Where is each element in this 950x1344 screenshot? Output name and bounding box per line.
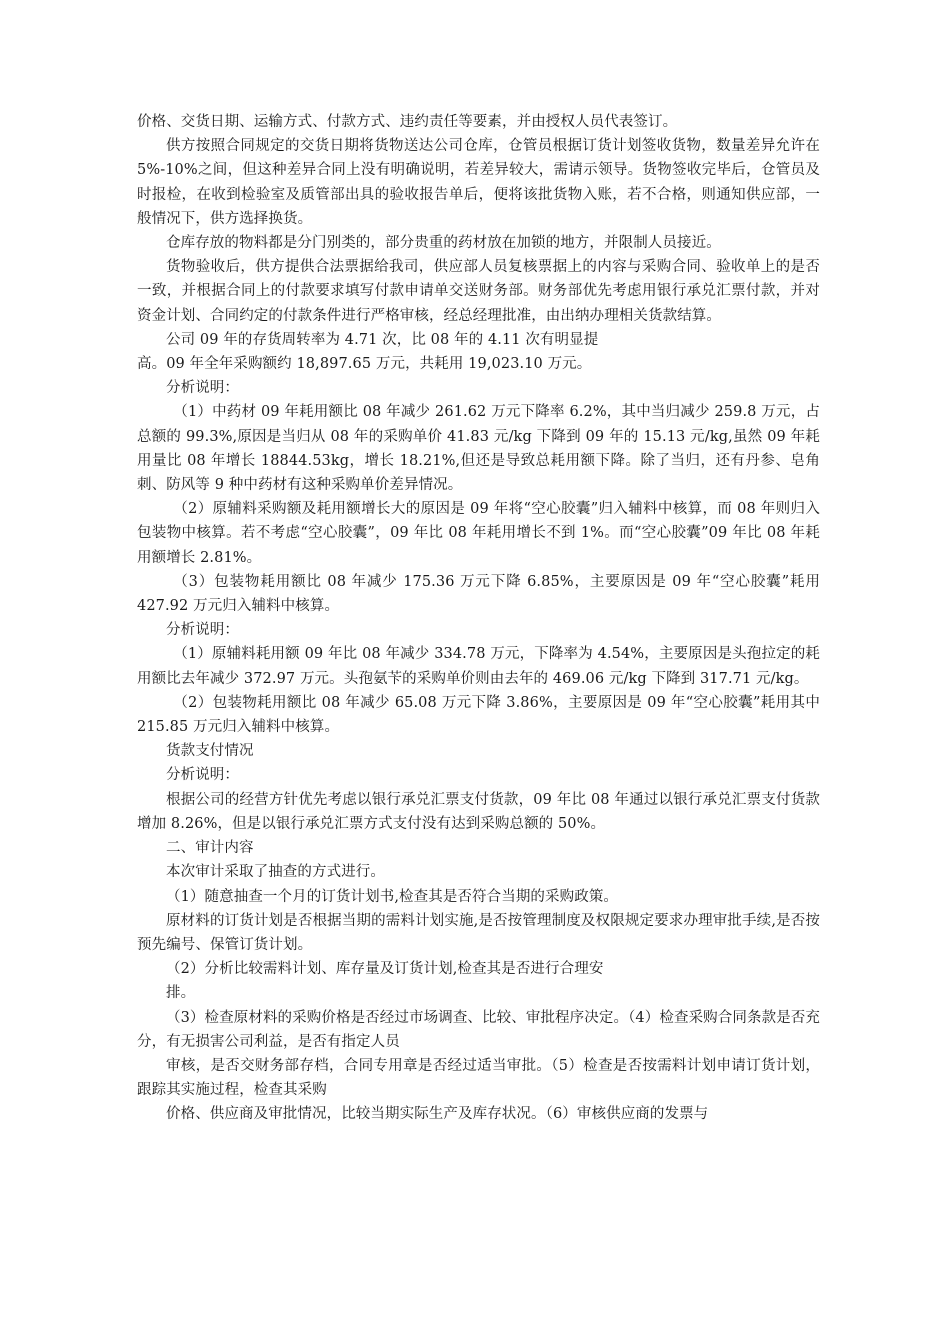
paragraph: 根据公司的经营方针优先考虑以银行承兑汇票支付货款，09 年比 08 年通过以银行承兑汇票支付货款增加 8.26%，但是以银行承兑汇票方式支付没有达到采购总额的 50%。 — [137, 791, 820, 832]
section-label: 分析说明： — [166, 767, 239, 784]
paragraph: （2）分析比较需料计划、库存量及订货计划,检查其是否进行合理安 — [166, 961, 604, 978]
paragraph: 公司 09 年的存货周转率为 4.71 次，比 08 年的 4.11 次有明显提 — [166, 331, 599, 348]
paragraph: 高。09 年全年采购额约 18,897.65 万元，共耗用 19,023.10 万元。 — [137, 356, 592, 373]
paragraph: 供方按照合同规定的交货日期将货物送达公司仓库，仓管员根据订货计划签收货物，数量差异允许在 5%-10%之间，但这种差异合同上没有明确说明，若差异较大，需请示领导。货物签收完毕后，仓管员及时报检，在收到检验室及质管部出具的验收报告单后，便将该批货物入账，若不合格，则通知供应部，一般情况下，供方选择换货。 — [137, 138, 820, 227]
paragraph: 原材料的订货计划是否根据当期的需料计划实施,是否按管理制度及权限规定要求办理审批手续,是否按预先编号、保管订货计划。 — [137, 912, 820, 953]
paragraph: （3）包装物耗用额比 08 年减少 175.36 万元下降 6.85%，主要原因是 09 年“空心胶囊”耗用 427.92 万元归入辅料中核算。 — [137, 573, 820, 615]
paragraph: 价格、交货日期、运输方式、付款方式、违约责任等要素，并由授权人员代表签订。 — [137, 114, 678, 130]
section-label: 分析说明： — [166, 380, 239, 397]
paragraph: 货物验收后，供方提供合法票据给我司，供应部人员复核票据上的内容与采购合同、验收单上的是否一致，并根据合同上的付款要求填写付款申请单交送财务部。财务部优先考虑用银行承兑汇票付款，并对资金计划、合同约定的付款条件进行严格审核，经总经理批准，由出纳办理相关货款结算。 — [137, 259, 820, 324]
paragraph: 价格、供应商及审批情况，比较当期实际生产及库存状况。（6）审核供应商的发票与 — [166, 1106, 709, 1123]
paragraph: （1）随意抽查一个月的订货计划书,检查其是否符合当期的采购政策。 — [166, 888, 619, 905]
paragraph: （1）中药材 09 年耗用额比 08 年减少 261.62 万元下降率 6.2%，其中当归减少 259.8 万元，占总额的 99.3%,原因是当归从 08 年的采购单价 41.83 元/kg 下降到 09 年的 15.13 元/kg,虽然 09 年耗用量比 08 年增长 18844.53kg，增长 18.21%,但还是导致总耗用额下降。除了当归，还有丹参、皂角刺、防风等 9 种中药材有这种采购单价差异情况。 — [137, 404, 820, 494]
section-label: 分析说明： — [166, 622, 239, 639]
section-label: 货款支付情况 — [166, 743, 254, 760]
paragraph: 排。 — [166, 985, 196, 1002]
section-heading: 二、审计内容 — [166, 840, 254, 857]
paragraph: （3）检查原材料的采购价格是否经过市场调查、比较、审批程序决定。（4）检查采购合同条款是否充分，有无损害公司利益，是否有指定人员 — [137, 1009, 820, 1050]
paragraph: （2）原辅料采购额及耗用额增长大的原因是 09 年将“空心胶囊”归入辅料中核算，而 08 年则归入包装物中核算。若不考虑“空心胶囊”，09 年比 08 年耗用增长不到 1%。而“空心胶囊”09 年比 08 年耗用额增长 2.81%。 — [137, 501, 820, 566]
document-body — [137, 110, 820, 1127]
paragraph: （1）原辅料耗用额 09 年比 08 年减少 334.78 万元，下降率为 4.54%，主要原因是头孢拉定的耗用额比去年减少 372.97 万元。头孢氨苄的采购单价则由去年的 469.06 元/kg 下降到 317.71 元/kg。 — [137, 646, 820, 687]
paragraph: 审核，是否交财务部存档，合同专用章是否经过适当审批。（5）检查是否按需料计划申请订货计划，跟踪其实施过程，检查其采购 — [137, 1057, 820, 1099]
paragraph: 仓库存放的物料都是分门别类的，部分贵重的药材放在加锁的地方，并限制人员接近。 — [166, 235, 721, 252]
paragraph: （2）包装物耗用额比 08 年减少 65.08 万元下降 3.86%，主要原因是 09 年“空心胶囊”耗用其中 215.85 万元归入辅料中核算。 — [137, 694, 820, 736]
paragraph: 本次审计采取了抽查的方式进行。 — [166, 864, 385, 881]
